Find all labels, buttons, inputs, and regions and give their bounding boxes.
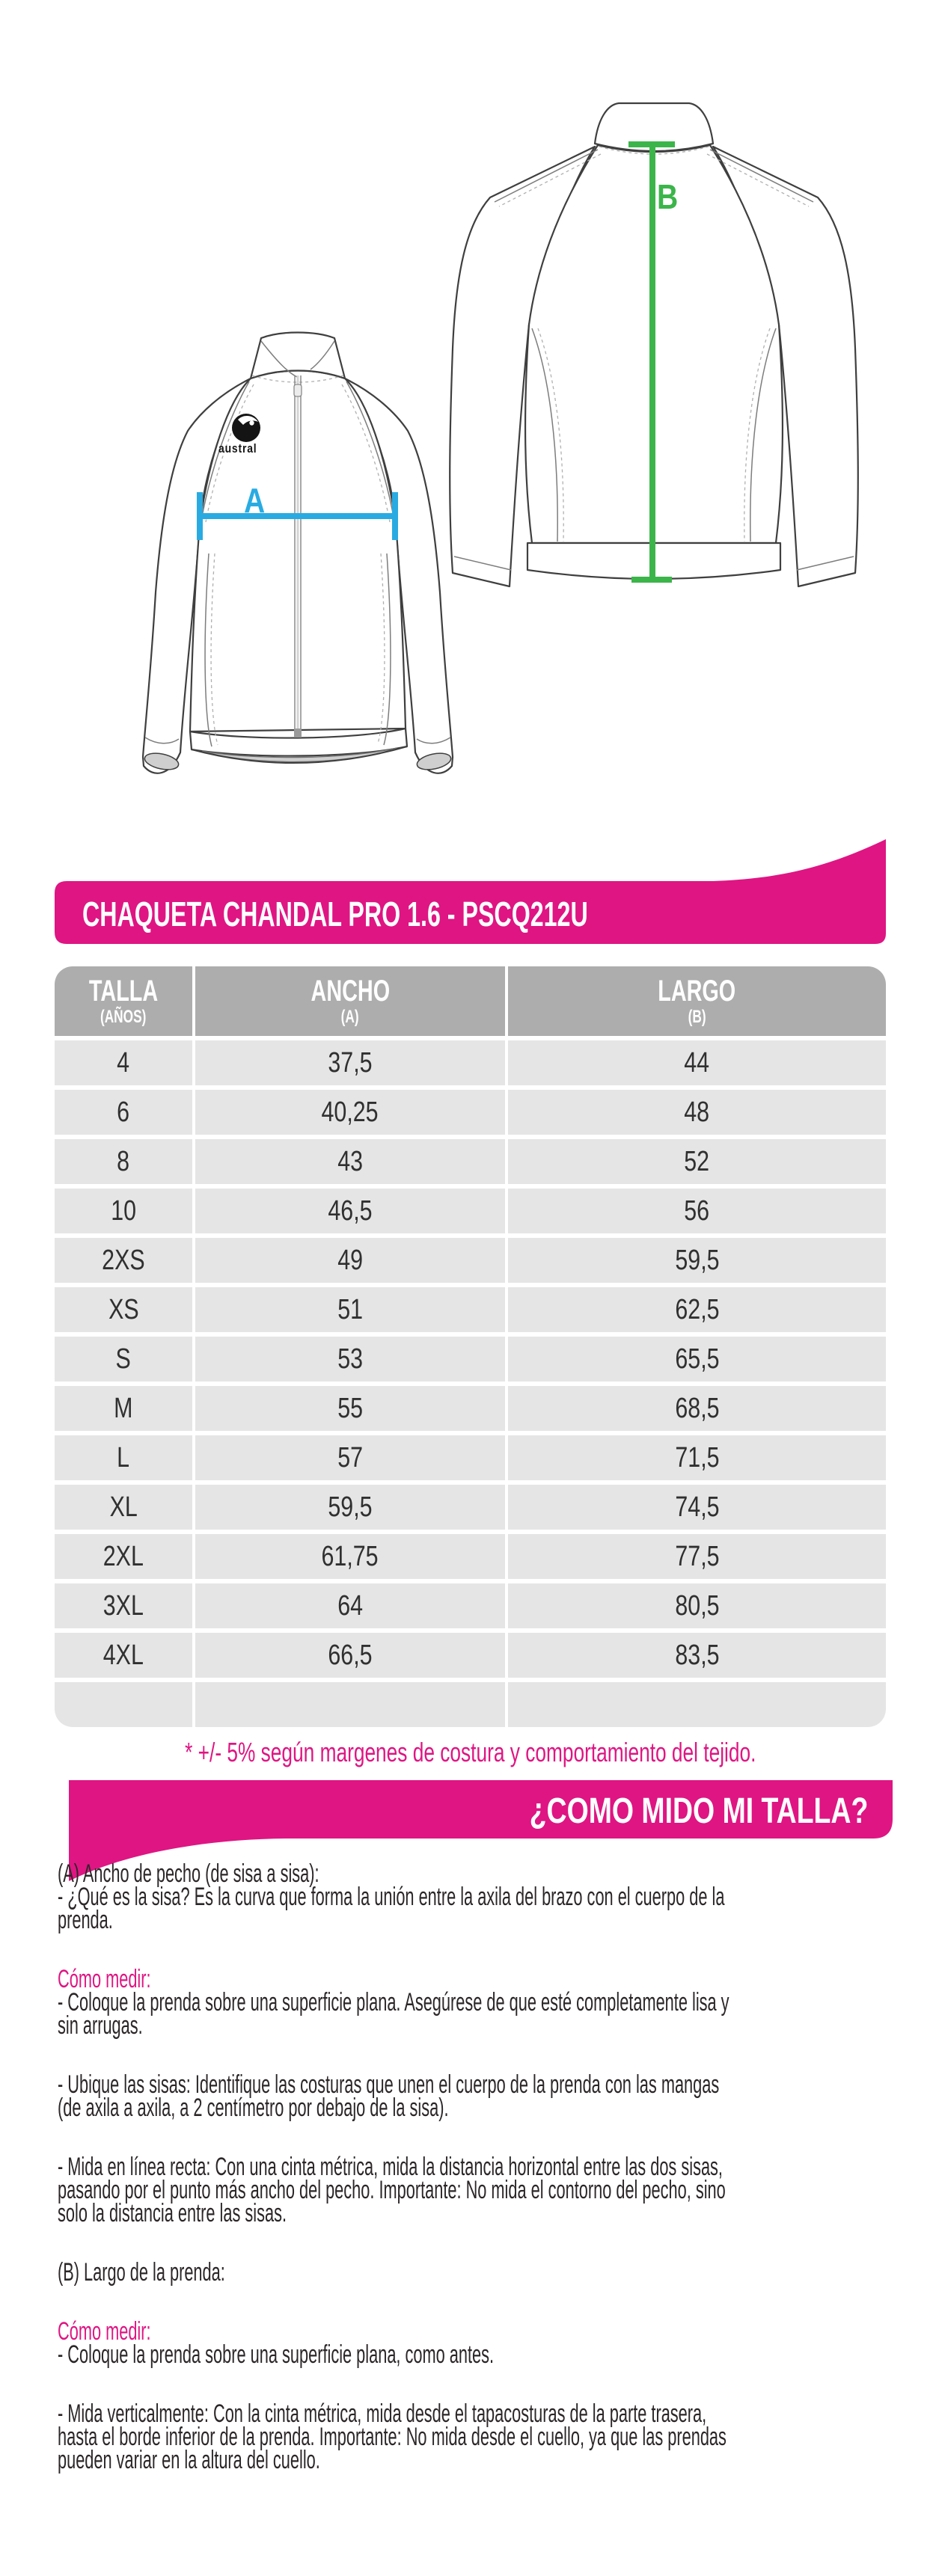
- table-cell-talla: S: [55, 1337, 192, 1381]
- table-cell-largo: 71,5: [508, 1435, 886, 1480]
- guide-line: - ¿Qué es la sisa? Es la curva que forma la unión entre la axila del brazo con el cuerpo de la prenda.: [58, 1883, 729, 1934]
- table-cell-largo: 48: [508, 1090, 886, 1135]
- table-cell-largo: 59,5: [508, 1238, 886, 1283]
- table-cell-ancho: 57: [195, 1435, 505, 1480]
- guide-subheading: Cómo medir:: [58, 2317, 151, 2346]
- size-table: [55, 966, 886, 1727]
- table-header-talla: TALLA (AÑOS): [55, 966, 192, 1036]
- page-title: CHAQUETA CHANDAL PRO 1.6 - PSCQ212U: [82, 895, 588, 933]
- table-cell-ancho: 43: [195, 1139, 505, 1184]
- table-cell-ancho: 46,5: [195, 1189, 505, 1233]
- austral-logo-icon: [230, 413, 262, 443]
- front-zipper: [294, 375, 302, 737]
- measure-b-label: B: [657, 177, 679, 216]
- front-jacket-diagram: [131, 329, 468, 785]
- table-cell-largo: 83,5: [508, 1633, 886, 1678]
- table-cell-talla: 6: [55, 1090, 192, 1135]
- guide-subheading: Cómo medir:: [58, 1965, 151, 1993]
- table-cell-talla: L: [55, 1435, 192, 1480]
- table-footnote: * +/- 5% según margenes de costura y comportamiento del tejido.: [184, 1737, 756, 1767]
- table-cell-talla: XL: [55, 1485, 192, 1530]
- guide-block: [58, 2153, 731, 2227]
- table-cell-ancho: 53: [195, 1337, 505, 1381]
- table-cell-ancho: 40,25: [195, 1090, 505, 1135]
- table-row-empty-cell: [195, 1682, 505, 1727]
- table-cell-talla: M: [55, 1386, 192, 1431]
- table-cell-ancho: 59,5: [195, 1485, 505, 1530]
- guide-line: - Mida en línea recta: Con una cinta métrica, mida la distancia horizontal entre las dos sisas, pasando por el punto más ancho del pecho. Importante: No mida el contorno del pecho, sino solo la distancia entre las sisas.: [58, 2153, 730, 2227]
- table-cell-ancho: 55: [195, 1386, 505, 1431]
- table-row-empty-cell: [508, 1682, 886, 1727]
- table-cell-ancho: 51: [195, 1287, 505, 1332]
- table-cell-talla: 3XL: [55, 1583, 192, 1628]
- table-cell-talla: 4XL: [55, 1633, 192, 1678]
- guide-block: [58, 2258, 731, 2287]
- guide-line: - Ubique las sisas: Identifique las costuras que unen el cuerpo de la prenda con las mangas (de axila a axila, a 2 centímetro por debajo de la sisa).: [58, 2070, 724, 2122]
- table-cell-largo: 65,5: [508, 1337, 886, 1381]
- measure-a-label: A: [244, 481, 266, 520]
- table-header-largo: LARGO (B): [508, 966, 886, 1036]
- table-cell-ancho: 64: [195, 1583, 505, 1628]
- guide-line: - Mida verticalmente: Con la cinta métrica, mida desde el tapacosturas de la parte trasera, hasta el borde inferior de la prenda. Importante: No mida desde el cuello, ya que las prendas pueden variar en la altura del cuello.: [58, 2399, 731, 2474]
- table-cell-largo: 80,5: [508, 1583, 886, 1628]
- table-cell-talla: 10: [55, 1189, 192, 1233]
- table-cell-ancho: 61,75: [195, 1534, 505, 1579]
- guide-block: [58, 1859, 731, 1934]
- table-cell-talla: 2XL: [55, 1534, 192, 1579]
- table-cell-largo: 77,5: [508, 1534, 886, 1579]
- guide-block: [58, 1965, 734, 2040]
- table-cell-largo: 62,5: [508, 1287, 886, 1332]
- table-row-empty-cell: [55, 1682, 192, 1727]
- guide-line: (B) Largo de la prenda:: [58, 2258, 225, 2287]
- guide-line: - Coloque la prenda sobre una superficie plana, como antes.: [58, 2340, 495, 2369]
- table-cell-largo: 68,5: [508, 1386, 886, 1431]
- table-cell-talla: 4: [55, 1040, 192, 1085]
- table-cell-ancho: 66,5: [195, 1633, 505, 1678]
- guide-block: [58, 2399, 731, 2474]
- table-cell-talla: XS: [55, 1287, 192, 1332]
- table-cell-ancho: 49: [195, 1238, 505, 1283]
- table-cell-largo: 56: [508, 1189, 886, 1233]
- austral-logo-text: austral: [218, 441, 257, 456]
- table-cell-ancho: 37,5: [195, 1040, 505, 1085]
- guide-block: [58, 2070, 731, 2122]
- guide-title: ¿COMO MIDO MI TALLA?: [529, 1791, 868, 1831]
- guide-text: [58, 1859, 734, 2508]
- guide-block: [58, 2317, 731, 2369]
- table-cell-largo: 52: [508, 1139, 886, 1184]
- table-cell-largo: 44: [508, 1040, 886, 1085]
- table-header-ancho: ANCHO (A): [195, 966, 505, 1036]
- guide-line: - Coloque la prenda sobre una superficie plana. Asegúrese de que esté completamente lisa y sin arrugas.: [58, 1988, 734, 2040]
- back-jacket-diagram: [445, 100, 860, 601]
- table-cell-largo: 74,5: [508, 1485, 886, 1530]
- table-cell-talla: 2XS: [55, 1238, 192, 1283]
- table-cell-talla: 8: [55, 1139, 192, 1184]
- guide-line: (A) Ancho de pecho (de sisa a sisa):: [58, 1859, 319, 1888]
